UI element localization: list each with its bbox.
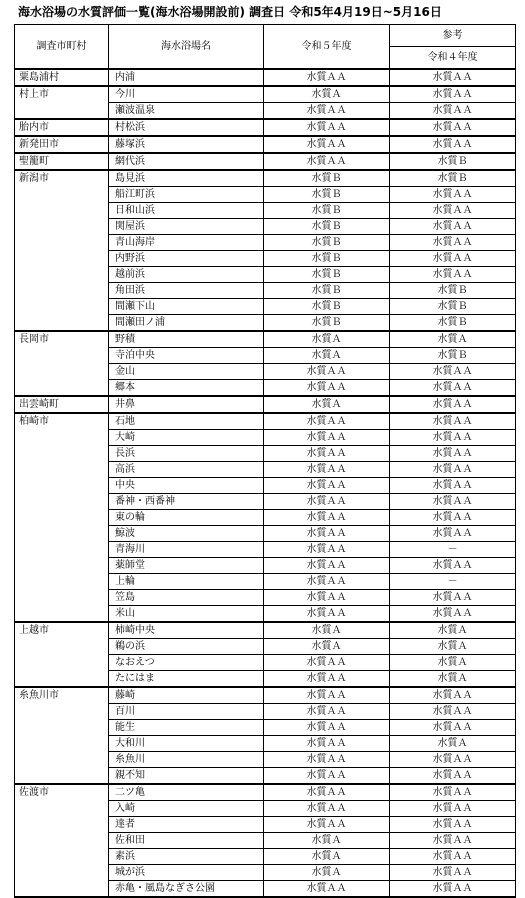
previous-year-cell: 水質Ｂ bbox=[390, 299, 516, 315]
previous-year-cell: 水質ＡＡ bbox=[390, 267, 516, 283]
beach-name-cell: たにはま bbox=[109, 671, 264, 688]
current-year-cell: 水質Ｂ bbox=[264, 187, 390, 203]
current-year-cell: 水質Ｂ bbox=[264, 283, 390, 299]
previous-year-cell: 水質ＡＡ bbox=[390, 704, 516, 720]
previous-year-cell: 水質ＡＡ bbox=[390, 526, 516, 542]
beach-name-cell: 越前浜 bbox=[109, 267, 264, 283]
current-year-cell: 水質ＡＡ bbox=[264, 478, 390, 494]
current-year-cell: 水質Ｂ bbox=[264, 267, 390, 283]
beach-name-cell: 藤崎 bbox=[109, 687, 264, 704]
current-year-cell: 水質Ａ bbox=[264, 849, 390, 865]
beach-name-cell: 能生 bbox=[109, 720, 264, 736]
beach-name-cell: 佐和田 bbox=[109, 833, 264, 849]
previous-year-cell: 水質Ｂ bbox=[390, 153, 516, 170]
current-year-cell: 水質Ａ bbox=[264, 348, 390, 364]
beach-name-cell: 大和川 bbox=[109, 736, 264, 752]
city-cell: 胎内市 bbox=[15, 119, 109, 136]
city-cell: 柏崎市 bbox=[15, 413, 109, 622]
beach-name-cell: 番神・西番神 bbox=[109, 494, 264, 510]
current-year-cell: 水質ＡＡ bbox=[264, 119, 390, 136]
previous-year-cell: 水質ＡＡ bbox=[390, 720, 516, 736]
current-year-cell: 水質ＡＡ bbox=[264, 720, 390, 736]
beach-name-cell: 城が浜 bbox=[109, 865, 264, 881]
current-year-cell: 水質ＡＡ bbox=[264, 736, 390, 752]
beach-name-cell: 薬師堂 bbox=[109, 558, 264, 574]
current-year-cell: 水質ＡＡ bbox=[264, 558, 390, 574]
header-previous-year: 令和４年度 bbox=[390, 47, 516, 70]
previous-year-cell: 水質ＡＡ bbox=[390, 380, 516, 397]
previous-year-cell: 水質Ａ bbox=[390, 331, 516, 348]
table-body bbox=[15, 69, 516, 897]
beach-name-cell: 笠島 bbox=[109, 590, 264, 606]
city-cell: 新発田市 bbox=[15, 136, 109, 153]
table-row bbox=[15, 396, 516, 413]
beach-name-cell: 今川 bbox=[109, 86, 264, 103]
beach-name-cell: 百川 bbox=[109, 704, 264, 720]
header-city: 調査市町村 bbox=[15, 25, 109, 70]
city-cell: 村上市 bbox=[15, 86, 109, 119]
previous-year-cell: 水質ＡＡ bbox=[390, 817, 516, 833]
beach-name-cell: 東の輪 bbox=[109, 510, 264, 526]
current-year-cell: 水質Ｂ bbox=[264, 219, 390, 235]
current-year-cell: 水質ＡＡ bbox=[264, 801, 390, 817]
beach-name-cell: 網代浜 bbox=[109, 153, 264, 170]
previous-year-cell: 水質ＡＡ bbox=[390, 881, 516, 898]
beach-name-cell: 関屋浜 bbox=[109, 219, 264, 235]
beach-name-cell: 中央 bbox=[109, 478, 264, 494]
current-year-cell: 水質ＡＡ bbox=[264, 881, 390, 898]
previous-year-cell: 水質ＡＡ bbox=[390, 446, 516, 462]
previous-year-cell: 水質ＡＡ bbox=[390, 801, 516, 817]
beach-name-cell: 郷本 bbox=[109, 380, 264, 397]
beach-name-cell: 野積 bbox=[109, 331, 264, 348]
current-year-cell: 水質ＡＡ bbox=[264, 462, 390, 478]
city-cell: 上越市 bbox=[15, 622, 109, 687]
previous-year-cell: 水質Ｂ bbox=[390, 283, 516, 299]
current-year-cell: 水質Ｂ bbox=[264, 170, 390, 187]
previous-year-cell: 水質ＡＡ bbox=[390, 510, 516, 526]
beach-name-cell: 高浜 bbox=[109, 462, 264, 478]
city-cell: 糸魚川市 bbox=[15, 687, 109, 784]
previous-year-cell: 水質ＡＡ bbox=[390, 606, 516, 623]
beach-name-cell: 村松浜 bbox=[109, 119, 264, 136]
beach-name-cell: 藤塚浜 bbox=[109, 136, 264, 153]
current-year-cell: 水質Ａ bbox=[264, 86, 390, 103]
beach-name-cell: 内浦 bbox=[109, 69, 264, 86]
current-year-cell: 水質Ａ bbox=[264, 396, 390, 413]
beach-name-cell: 鯨波 bbox=[109, 526, 264, 542]
previous-year-cell: 水質Ｂ bbox=[390, 348, 516, 364]
previous-year-cell: 水質Ａ bbox=[390, 736, 516, 752]
beach-name-cell: 素浜 bbox=[109, 849, 264, 865]
current-year-cell: 水質ＡＡ bbox=[264, 606, 390, 623]
header-beach: 海水浴場名 bbox=[109, 25, 264, 70]
previous-year-cell: 水質ＡＡ bbox=[390, 558, 516, 574]
current-year-cell: 水質ＡＡ bbox=[264, 542, 390, 558]
beach-name-cell: 角田浜 bbox=[109, 283, 264, 299]
beach-name-cell: 入崎 bbox=[109, 801, 264, 817]
previous-year-cell: 水質ＡＡ bbox=[390, 396, 516, 413]
city-cell: 粟島浦村 bbox=[15, 69, 109, 86]
header-current-year: 令和５年度 bbox=[264, 25, 390, 70]
current-year-cell: 水質ＡＡ bbox=[264, 704, 390, 720]
city-cell: 佐渡市 bbox=[15, 784, 109, 897]
beach-name-cell: 間瀬下山 bbox=[109, 299, 264, 315]
current-year-cell: 水質ＡＡ bbox=[264, 69, 390, 86]
previous-year-cell: 水質ＡＡ bbox=[390, 86, 516, 103]
current-year-cell: 水質ＡＡ bbox=[264, 430, 390, 446]
current-year-cell: 水質Ａ bbox=[264, 833, 390, 849]
current-year-cell: 水質Ａ bbox=[264, 865, 390, 881]
beach-name-cell: 大崎 bbox=[109, 430, 264, 446]
current-year-cell: 水質ＡＡ bbox=[264, 380, 390, 397]
previous-year-cell: 水質ＡＡ bbox=[390, 849, 516, 865]
current-year-cell: 水質Ｂ bbox=[264, 251, 390, 267]
previous-year-cell: 水質ＡＡ bbox=[390, 768, 516, 785]
current-year-cell: 水質ＡＡ bbox=[264, 413, 390, 430]
beach-name-cell: 長浜 bbox=[109, 446, 264, 462]
previous-year-cell: 水質ＡＡ bbox=[390, 136, 516, 153]
previous-year-cell: 水質Ｂ bbox=[390, 170, 516, 187]
current-year-cell: 水質Ｂ bbox=[264, 299, 390, 315]
previous-year-cell: 水質Ａ bbox=[390, 671, 516, 688]
beach-name-cell: 井鼻 bbox=[109, 396, 264, 413]
previous-year-cell: － bbox=[390, 574, 516, 590]
beach-name-cell: なおえつ bbox=[109, 655, 264, 671]
city-cell: 新潟市 bbox=[15, 170, 109, 331]
beach-name-cell: 間瀬田ノ浦 bbox=[109, 315, 264, 332]
previous-year-cell: 水質Ａ bbox=[390, 655, 516, 671]
previous-year-cell: 水質ＡＡ bbox=[390, 590, 516, 606]
current-year-cell: 水質Ａ bbox=[264, 622, 390, 639]
current-year-cell: 水質ＡＡ bbox=[264, 136, 390, 153]
table-row bbox=[15, 69, 516, 86]
previous-year-cell: － bbox=[390, 542, 516, 558]
current-year-cell: 水質Ａ bbox=[264, 639, 390, 655]
page-title: 海水浴場の水質評価一覧(海水浴場開設前) 調査日 令和5年4月19日~5月16日 bbox=[18, 5, 442, 19]
previous-year-cell: 水質ＡＡ bbox=[390, 413, 516, 430]
current-year-cell: 水質Ｂ bbox=[264, 235, 390, 251]
table-header bbox=[15, 25, 516, 70]
beach-name-cell: 島見浜 bbox=[109, 170, 264, 187]
current-year-cell: 水質ＡＡ bbox=[264, 153, 390, 170]
table-row bbox=[15, 413, 516, 430]
water-quality-table bbox=[14, 24, 516, 898]
previous-year-cell: 水質ＡＡ bbox=[390, 187, 516, 203]
beach-name-cell: 柿崎中央 bbox=[109, 622, 264, 639]
current-year-cell: 水質ＡＡ bbox=[264, 752, 390, 768]
beach-name-cell: 赤亀・風島なぎさ公園 bbox=[109, 881, 264, 898]
table-row bbox=[15, 136, 516, 153]
beach-name-cell: 親不知 bbox=[109, 768, 264, 785]
current-year-cell: 水質ＡＡ bbox=[264, 510, 390, 526]
city-cell: 聖籠町 bbox=[15, 153, 109, 170]
beach-name-cell: 石地 bbox=[109, 413, 264, 430]
current-year-cell: 水質ＡＡ bbox=[264, 768, 390, 785]
table-row bbox=[15, 86, 516, 103]
previous-year-cell: 水質ＡＡ bbox=[390, 462, 516, 478]
previous-year-cell: 水質ＡＡ bbox=[390, 203, 516, 219]
previous-year-cell: 水質ＡＡ bbox=[390, 103, 516, 120]
beach-name-cell: 内野浜 bbox=[109, 251, 264, 267]
beach-name-cell: 寺泊中央 bbox=[109, 348, 264, 364]
current-year-cell: 水質ＡＡ bbox=[264, 446, 390, 462]
current-year-cell: 水質ＡＡ bbox=[264, 364, 390, 380]
beach-name-cell: 上輪 bbox=[109, 574, 264, 590]
previous-year-cell: 水質ＡＡ bbox=[390, 784, 516, 801]
previous-year-cell: 水質ＡＡ bbox=[390, 69, 516, 86]
previous-year-cell: 水質ＡＡ bbox=[390, 430, 516, 446]
table-row bbox=[15, 622, 516, 639]
table-row bbox=[15, 687, 516, 704]
beach-name-cell: 鵜の浜 bbox=[109, 639, 264, 655]
current-year-cell: 水質ＡＡ bbox=[264, 655, 390, 671]
previous-year-cell: 水質ＡＡ bbox=[390, 687, 516, 704]
previous-year-cell: 水質Ａ bbox=[390, 639, 516, 655]
current-year-cell: 水質ＡＡ bbox=[264, 687, 390, 704]
beach-name-cell: 二ツ亀 bbox=[109, 784, 264, 801]
previous-year-cell: 水質Ｂ bbox=[390, 315, 516, 332]
beach-name-cell: 船江町浜 bbox=[109, 187, 264, 203]
table-row bbox=[15, 153, 516, 170]
beach-name-cell: 青海川 bbox=[109, 542, 264, 558]
previous-year-cell: 水質ＡＡ bbox=[390, 119, 516, 136]
current-year-cell: 水質ＡＡ bbox=[264, 526, 390, 542]
current-year-cell: 水質ＡＡ bbox=[264, 671, 390, 688]
beach-name-cell: 金山 bbox=[109, 364, 264, 380]
beach-name-cell: 糸魚川 bbox=[109, 752, 264, 768]
current-year-cell: 水質ＡＡ bbox=[264, 103, 390, 120]
previous-year-cell: 水質ＡＡ bbox=[390, 865, 516, 881]
table-row bbox=[15, 784, 516, 801]
beach-name-cell: 日和山浜 bbox=[109, 203, 264, 219]
beach-name-cell: 青山海岸 bbox=[109, 235, 264, 251]
previous-year-cell: 水質ＡＡ bbox=[390, 752, 516, 768]
header-reference: 参考 bbox=[390, 25, 516, 47]
beach-name-cell: 米山 bbox=[109, 606, 264, 623]
beach-name-cell: 瀬波温泉 bbox=[109, 103, 264, 120]
table-row bbox=[15, 331, 516, 348]
current-year-cell: 水質Ａ bbox=[264, 331, 390, 348]
previous-year-cell: 水質ＡＡ bbox=[390, 833, 516, 849]
previous-year-cell: 水質Ａ bbox=[390, 622, 516, 639]
previous-year-cell: 水質ＡＡ bbox=[390, 478, 516, 494]
previous-year-cell: 水質ＡＡ bbox=[390, 251, 516, 267]
current-year-cell: 水質ＡＡ bbox=[264, 494, 390, 510]
beach-name-cell: 達者 bbox=[109, 817, 264, 833]
previous-year-cell: 水質ＡＡ bbox=[390, 235, 516, 251]
previous-year-cell: 水質ＡＡ bbox=[390, 364, 516, 380]
current-year-cell: 水質Ｂ bbox=[264, 315, 390, 332]
current-year-cell: 水質Ｂ bbox=[264, 203, 390, 219]
current-year-cell: 水質ＡＡ bbox=[264, 574, 390, 590]
current-year-cell: 水質ＡＡ bbox=[264, 784, 390, 801]
previous-year-cell: 水質ＡＡ bbox=[390, 494, 516, 510]
current-year-cell: 水質ＡＡ bbox=[264, 817, 390, 833]
table-row bbox=[15, 170, 516, 187]
previous-year-cell: 水質ＡＡ bbox=[390, 219, 516, 235]
city-cell: 出雲崎町 bbox=[15, 396, 109, 413]
current-year-cell: 水質ＡＡ bbox=[264, 590, 390, 606]
city-cell: 長岡市 bbox=[15, 331, 109, 396]
table-row bbox=[15, 119, 516, 136]
